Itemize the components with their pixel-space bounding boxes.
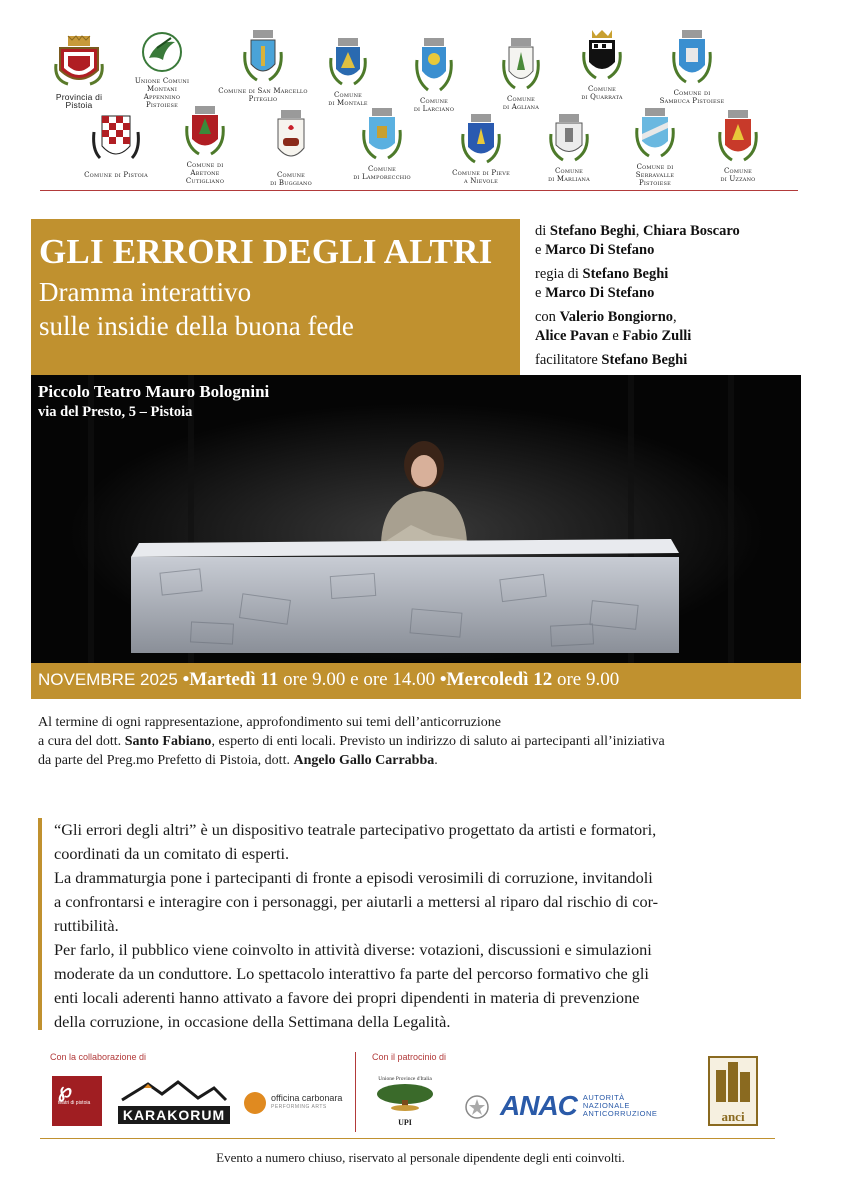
author-2: Chiara Boscaro bbox=[642, 223, 740, 239]
marliana-crest-icon bbox=[549, 112, 589, 164]
officina-icon bbox=[244, 1092, 266, 1114]
quote-line-4: a confrontarsi e interagire con i personaggi, per aiutarli a mettersi al riparo dal rischio di cor- bbox=[54, 892, 659, 911]
title-box bbox=[31, 219, 520, 375]
credits-regia: regia di bbox=[535, 266, 583, 282]
date-bar bbox=[31, 663, 801, 699]
upi-logo bbox=[374, 1076, 436, 1134]
date-time-2: ore 9.00 bbox=[552, 669, 620, 690]
anci-logo bbox=[708, 1056, 758, 1126]
karakorum-mountain-icon bbox=[118, 1080, 230, 1102]
date-month: NOVEMBRE 2025 bbox=[38, 670, 183, 689]
date-day-2: •Mercoledì 12 bbox=[439, 669, 553, 690]
cast-2: Alice Pavan bbox=[535, 328, 609, 344]
crest-lamporecchio-label: Comune di Lamporecchio bbox=[353, 165, 411, 181]
crest-pistoia-label: Comune di Pistoia bbox=[84, 171, 148, 179]
quote-line-8: enti locali aderenti hanno attivato a favore dei propri dipendenti in materia di prevenzione bbox=[54, 988, 640, 1007]
crest-serravalle-label: Comune di Serravalle Pistoiese bbox=[635, 163, 675, 187]
pistoia-crest-icon bbox=[90, 112, 142, 168]
repubblica-emblem bbox=[464, 1094, 490, 1120]
crest-san-marcello bbox=[218, 28, 308, 103]
credits-block bbox=[535, 222, 805, 375]
officina-carbonara-logo bbox=[244, 1088, 352, 1118]
crest-marliana-label: Comune di Marliana bbox=[548, 167, 590, 183]
crest-unione-label: Unione Comuni Montani Appennino Pistoiese bbox=[134, 77, 190, 109]
quote-line-6: Per farlo, il pubblico viene coinvolto in attività diverse: votazioni, discussioni e simulazioni bbox=[54, 940, 652, 959]
note-line-3 bbox=[38, 751, 808, 770]
crest-quarrata bbox=[572, 28, 632, 101]
teatri-label: teatri di pistoia bbox=[58, 1100, 91, 1106]
upi-top-label: Unione Province d'Italia bbox=[378, 1076, 432, 1082]
crest-montale-label: Comune di Montale bbox=[328, 91, 368, 107]
credits-and-2: e bbox=[535, 285, 546, 301]
agliana-crest-icon bbox=[502, 36, 540, 92]
crest-uzzano-label: Comune di Uzzano bbox=[720, 167, 756, 183]
anac-sub-1: AUTORITÀ bbox=[582, 1093, 625, 1102]
crest-larciano-label: Comune di Larciano bbox=[413, 97, 455, 113]
crest-quarrata-label: Comune di Quarrata bbox=[581, 85, 623, 101]
crest-marliana bbox=[538, 112, 600, 183]
author-3: Marco Di Stefano bbox=[545, 242, 655, 258]
crest-montale bbox=[318, 36, 378, 107]
top-divider bbox=[40, 190, 798, 191]
uzzano-crest-icon bbox=[718, 108, 758, 164]
crest-buggiano-label: Comune di Buggiano bbox=[270, 171, 312, 187]
officina-sub: PERFORMING ARTS bbox=[271, 1104, 327, 1110]
anac-logo bbox=[500, 1090, 680, 1122]
italian-republic-emblem-icon bbox=[464, 1094, 490, 1120]
crest-agliana bbox=[489, 36, 553, 111]
serravalle-crest-icon bbox=[635, 106, 675, 160]
karakorum-logo bbox=[118, 1080, 230, 1124]
montale-crest-icon bbox=[329, 36, 367, 88]
director-2: Marco Di Stefano bbox=[545, 285, 655, 301]
credits-and-1: e bbox=[535, 242, 546, 258]
quarrata-crest-icon bbox=[582, 28, 622, 82]
crest-abetone bbox=[174, 104, 236, 185]
quote-line-2: coordinati da un comitato di esperti. bbox=[54, 844, 290, 863]
crest-abetone-label: Comune di Abetone Cutigliano bbox=[185, 161, 225, 185]
larciano-crest-icon bbox=[415, 36, 453, 94]
anci-tower-icon bbox=[710, 1058, 756, 1106]
pieve-crest-icon bbox=[461, 112, 501, 166]
quote-line-1: “Gli errori degli altri” è un dispositivo teatrale partecipativo progettato da artisti e formatori, bbox=[54, 820, 657, 839]
subtitle-line-2: sulle insidie della buona fede bbox=[39, 311, 354, 341]
crest-sambuca bbox=[650, 28, 734, 105]
description-quote bbox=[38, 818, 808, 1030]
venue-name: Piccolo Teatro Mauro Bolognini bbox=[38, 382, 270, 401]
venue-block bbox=[38, 381, 269, 421]
footer-note: Evento a numero chiuso, riservato al personale dipendente degli enti coinvolti. bbox=[216, 1150, 625, 1165]
credits-comma: , bbox=[635, 223, 643, 239]
note-l3b: . bbox=[434, 753, 438, 768]
credits-cast bbox=[535, 308, 805, 346]
buggiano-crest-icon bbox=[271, 108, 311, 168]
san-marcello-crest-icon bbox=[243, 28, 283, 84]
note-l2a: a cura del dott. bbox=[38, 734, 125, 749]
crest-provincia-label: Provincia di Pistoia bbox=[55, 92, 103, 110]
venue-address: via del Presto, 5 – Pistoia bbox=[38, 404, 193, 420]
anac-sub-3: ANTICORRUZIONE bbox=[582, 1109, 658, 1118]
subtitle-line-1: Dramma interattivo bbox=[39, 277, 252, 307]
crest-san-marcello-label: Comune di San Marcello Piteglio bbox=[218, 87, 308, 103]
note-line-1: Al termine di ogni rappresentazione, approfondimento sui temi dell’anticorruzione bbox=[38, 715, 502, 730]
note-l3a: da parte del Preg.mo Prefetto di Pistoia, dott. bbox=[38, 753, 294, 768]
lamporecchio-crest-icon bbox=[362, 106, 402, 162]
note-line-2 bbox=[38, 732, 808, 751]
teatri-pistoia-logo bbox=[52, 1076, 102, 1126]
provincia-crest-icon bbox=[54, 34, 104, 90]
crest-pieve-label: Comune di Pieve a Nievole bbox=[452, 169, 510, 185]
crest-pistoia bbox=[78, 112, 154, 179]
teatri-mark-icon: ℘ bbox=[58, 1080, 72, 1102]
crest-serravalle bbox=[624, 106, 686, 187]
director-1: Stefano Beghi bbox=[582, 266, 669, 282]
cast-1: Valerio Bongiorno bbox=[559, 309, 674, 325]
credits-fac: facilitatore bbox=[535, 352, 602, 368]
patronage-label: Con il patrocinio di bbox=[372, 1052, 447, 1062]
cast-3: Fabio Zulli bbox=[622, 328, 692, 344]
quote-line-5: ruttibilità. bbox=[54, 916, 119, 935]
credits-direction bbox=[535, 265, 805, 303]
anci-label: anci bbox=[721, 1109, 745, 1124]
note-l2b: , esperto di enti locali. Previsto un indirizzo di saluto ai partecipanti all’iniziativa bbox=[211, 734, 665, 749]
event-title: GLI ERRORI DEGLI ALTRI bbox=[39, 232, 493, 271]
quote-line-9: della corruzione, in occasione della Settimana della Legalità. bbox=[54, 1012, 451, 1031]
anac-sub-2: NAZIONALE bbox=[582, 1101, 630, 1110]
facilitator-name: Stefano Beghi bbox=[601, 352, 688, 368]
credits-con: con bbox=[535, 309, 560, 325]
upi-label: UPI bbox=[398, 1118, 412, 1127]
sambuca-crest-icon bbox=[672, 28, 712, 86]
note-prefect: Angelo Gallo Carrabba bbox=[293, 753, 435, 768]
crest-pieve bbox=[448, 112, 514, 185]
credits-and-3: e bbox=[608, 328, 623, 344]
crest-buggiano bbox=[258, 108, 324, 187]
credits-comma-2: , bbox=[673, 309, 677, 325]
collaboration-label: Con la collaborazione di bbox=[50, 1052, 147, 1062]
anac-label: ANAC bbox=[500, 1090, 577, 1121]
crest-unione bbox=[130, 30, 194, 109]
credits-facilitator bbox=[535, 351, 805, 370]
partners-divider bbox=[355, 1052, 356, 1132]
date-time-1: ore 9.00 e ore 14.00 bbox=[278, 669, 440, 690]
date-day-1: •Martedì 11 bbox=[182, 669, 279, 690]
karakorum-label: KARAKORUM bbox=[118, 1106, 230, 1124]
abetone-crest-icon bbox=[185, 104, 225, 158]
credits-di: di bbox=[535, 223, 550, 239]
unione-logo-icon bbox=[137, 30, 187, 74]
crest-agliana-label: Comune di Agliana bbox=[502, 95, 540, 111]
author-1: Stefano Beghi bbox=[549, 223, 636, 239]
crest-provincia bbox=[44, 34, 114, 109]
officina-label: officina carbonara bbox=[271, 1093, 343, 1103]
crest-larciano bbox=[404, 36, 464, 113]
info-note bbox=[38, 713, 808, 770]
bottom-divider bbox=[40, 1138, 775, 1139]
quote-line-3: La drammaturgia pone i partecipanti di fronte a episodi verosimili di corruzione, invitandoli bbox=[54, 868, 653, 887]
crest-lamporecchio bbox=[344, 106, 420, 181]
crest-sambuca-label: Comune di Sambuca Pistoiese bbox=[659, 89, 725, 105]
note-expert: Santo Fabiano bbox=[124, 734, 212, 749]
credits-authors bbox=[535, 222, 805, 260]
event-subtitle bbox=[39, 275, 520, 343]
quote-line-7: moderate da un conduttore. Lo spettacolo interattivo fa parte del percorso formativo che gli bbox=[54, 964, 649, 983]
upi-tree-icon bbox=[374, 1082, 436, 1114]
crest-uzzano bbox=[710, 108, 766, 183]
